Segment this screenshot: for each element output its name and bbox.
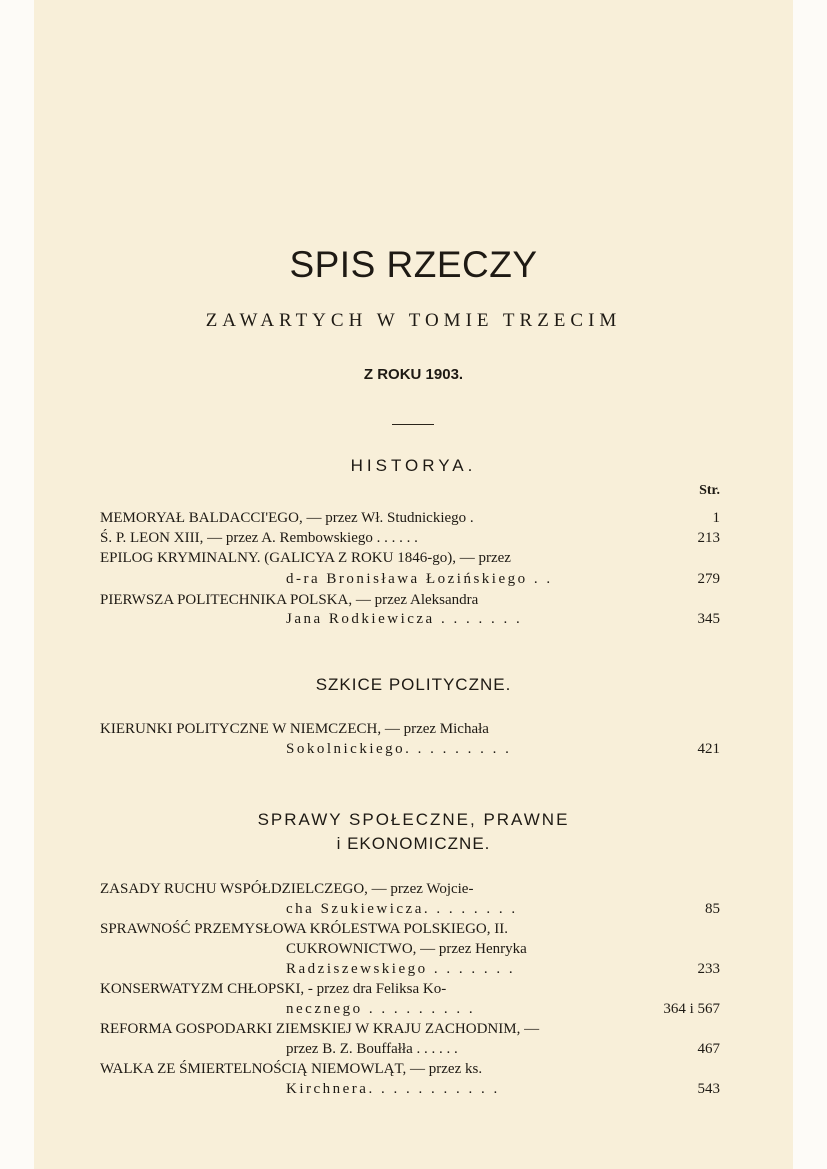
toc-entry-title: SPRAWNOŚĆ PRZEMYSŁOWA KRÓLESTWA POLSKIEGO, II. <box>100 921 508 937</box>
toc-entry-page: 1 <box>712 510 720 526</box>
toc-entry-title: Radziszewskiego . . . . . . . <box>286 961 516 977</box>
toc-entry-page: 364 i 567 <box>663 1001 720 1017</box>
toc-entry-title: KONSERWATYZM CHŁOPSKI, - przez dra Feliksa Ko- <box>100 981 447 997</box>
toc-entry-continuation <box>286 939 720 959</box>
toc-entry-page: 543 <box>697 1081 720 1097</box>
toc-entry <box>100 879 720 899</box>
toc-entry-continuation <box>286 899 720 919</box>
toc-entry <box>100 919 720 939</box>
toc-entry-continuation <box>286 999 720 1019</box>
toc-entry <box>100 719 720 739</box>
toc-entry-page: 467 <box>697 1041 720 1057</box>
toc-entry-continuation <box>286 609 720 629</box>
toc-entry-continuation <box>286 1079 720 1099</box>
toc-entry-title: ZASADY RUCHU WSPÓŁDZIELCZEGO, — przez Wojcie- <box>100 881 474 897</box>
toc-entry-continuation <box>286 1039 720 1059</box>
toc-entry <box>100 528 720 548</box>
toc-entry <box>100 1059 720 1079</box>
volume-year: Z ROKU 1903. <box>363 366 464 383</box>
toc-entry-page: 421 <box>697 741 720 757</box>
toc-entry-title: Sokolnickiego. . . . . . . . . <box>286 741 512 757</box>
divider <box>392 424 434 425</box>
toc-entry-title: cha Szukiewicza. . . . . . . . <box>286 901 518 917</box>
toc-entry-title: KIERUNKI POLITYCZNE W NIEMCZECH, — przez Michała <box>100 721 489 737</box>
toc-entry-title: Kirchnera. . . . . . . . . . . <box>286 1081 500 1097</box>
toc-entry-title: WALKA ZE ŚMIERTELNOŚCIĄ NIEMOWLĄT, — przez ks. <box>100 1061 483 1077</box>
page-column-label: Str. <box>699 483 720 498</box>
toc-entry-title: MEMORYAŁ BALDACCI'EGO, — przez Wł. Studnickiego . <box>100 510 474 526</box>
toc-entry <box>100 548 720 568</box>
toc-entry-title: Ś. P. LEON XIII, — przez A. Rembowskiego . . . . . . <box>100 530 418 546</box>
toc-entry-continuation <box>286 569 720 589</box>
toc-entry-title: CUKROWNICTWO, — przez Henryka <box>286 941 527 957</box>
toc-entry <box>100 590 720 610</box>
toc-entry-continuation <box>286 959 720 979</box>
toc-entry <box>100 979 720 999</box>
toc-entry <box>100 1019 720 1039</box>
toc-entry-page: 279 <box>697 571 720 587</box>
page-margin-left <box>0 0 34 1169</box>
toc-entry-continuation <box>286 739 720 759</box>
toc-entry-title: PIERWSZA POLITECHNIKA POLSKA, — przez Aleksandra <box>100 592 479 608</box>
toc-entry-page: 85 <box>705 901 720 917</box>
page-title: SPIS RZECZY <box>289 244 538 285</box>
section-heading-historya: HISTORYA. <box>350 456 477 475</box>
toc-entry-page: 213 <box>697 530 720 546</box>
toc-entry-title: d-ra Bronisława Łozińskiego . . <box>286 571 553 587</box>
toc-entry-page: 345 <box>697 611 720 627</box>
page-margin-right <box>793 0 827 1169</box>
section-heading-sprawy: SPRAWY SPOŁECZNE, PRAWNE <box>257 810 570 829</box>
toc-entry <box>100 508 720 528</box>
toc-entry-page: 233 <box>697 961 720 977</box>
section-heading-szkice: SZKICE POLITYCZNE. <box>315 675 512 694</box>
page-subtitle: ZAWARTYCH W TOMIE TRZECIM <box>205 310 622 331</box>
section-heading-sprawy-line2: i EKONOMICZNE. <box>336 834 491 853</box>
toc-entry-title: przez B. Z. Bouffałła . . . . . . <box>286 1041 458 1057</box>
toc-entry-title: necznego . . . . . . . . . <box>286 1001 476 1017</box>
toc-entry-title: Jana Rodkiewicza . . . . . . . <box>286 611 523 627</box>
toc-entry-title: REFORMA GOSPODARKI ZIEMSKIEJ W KRAJU ZACHODNIM, — <box>100 1021 540 1037</box>
toc-entry-title: EPILOG KRYMINALNY. (GALICYA Z ROKU 1846-go), — przez <box>100 550 511 566</box>
